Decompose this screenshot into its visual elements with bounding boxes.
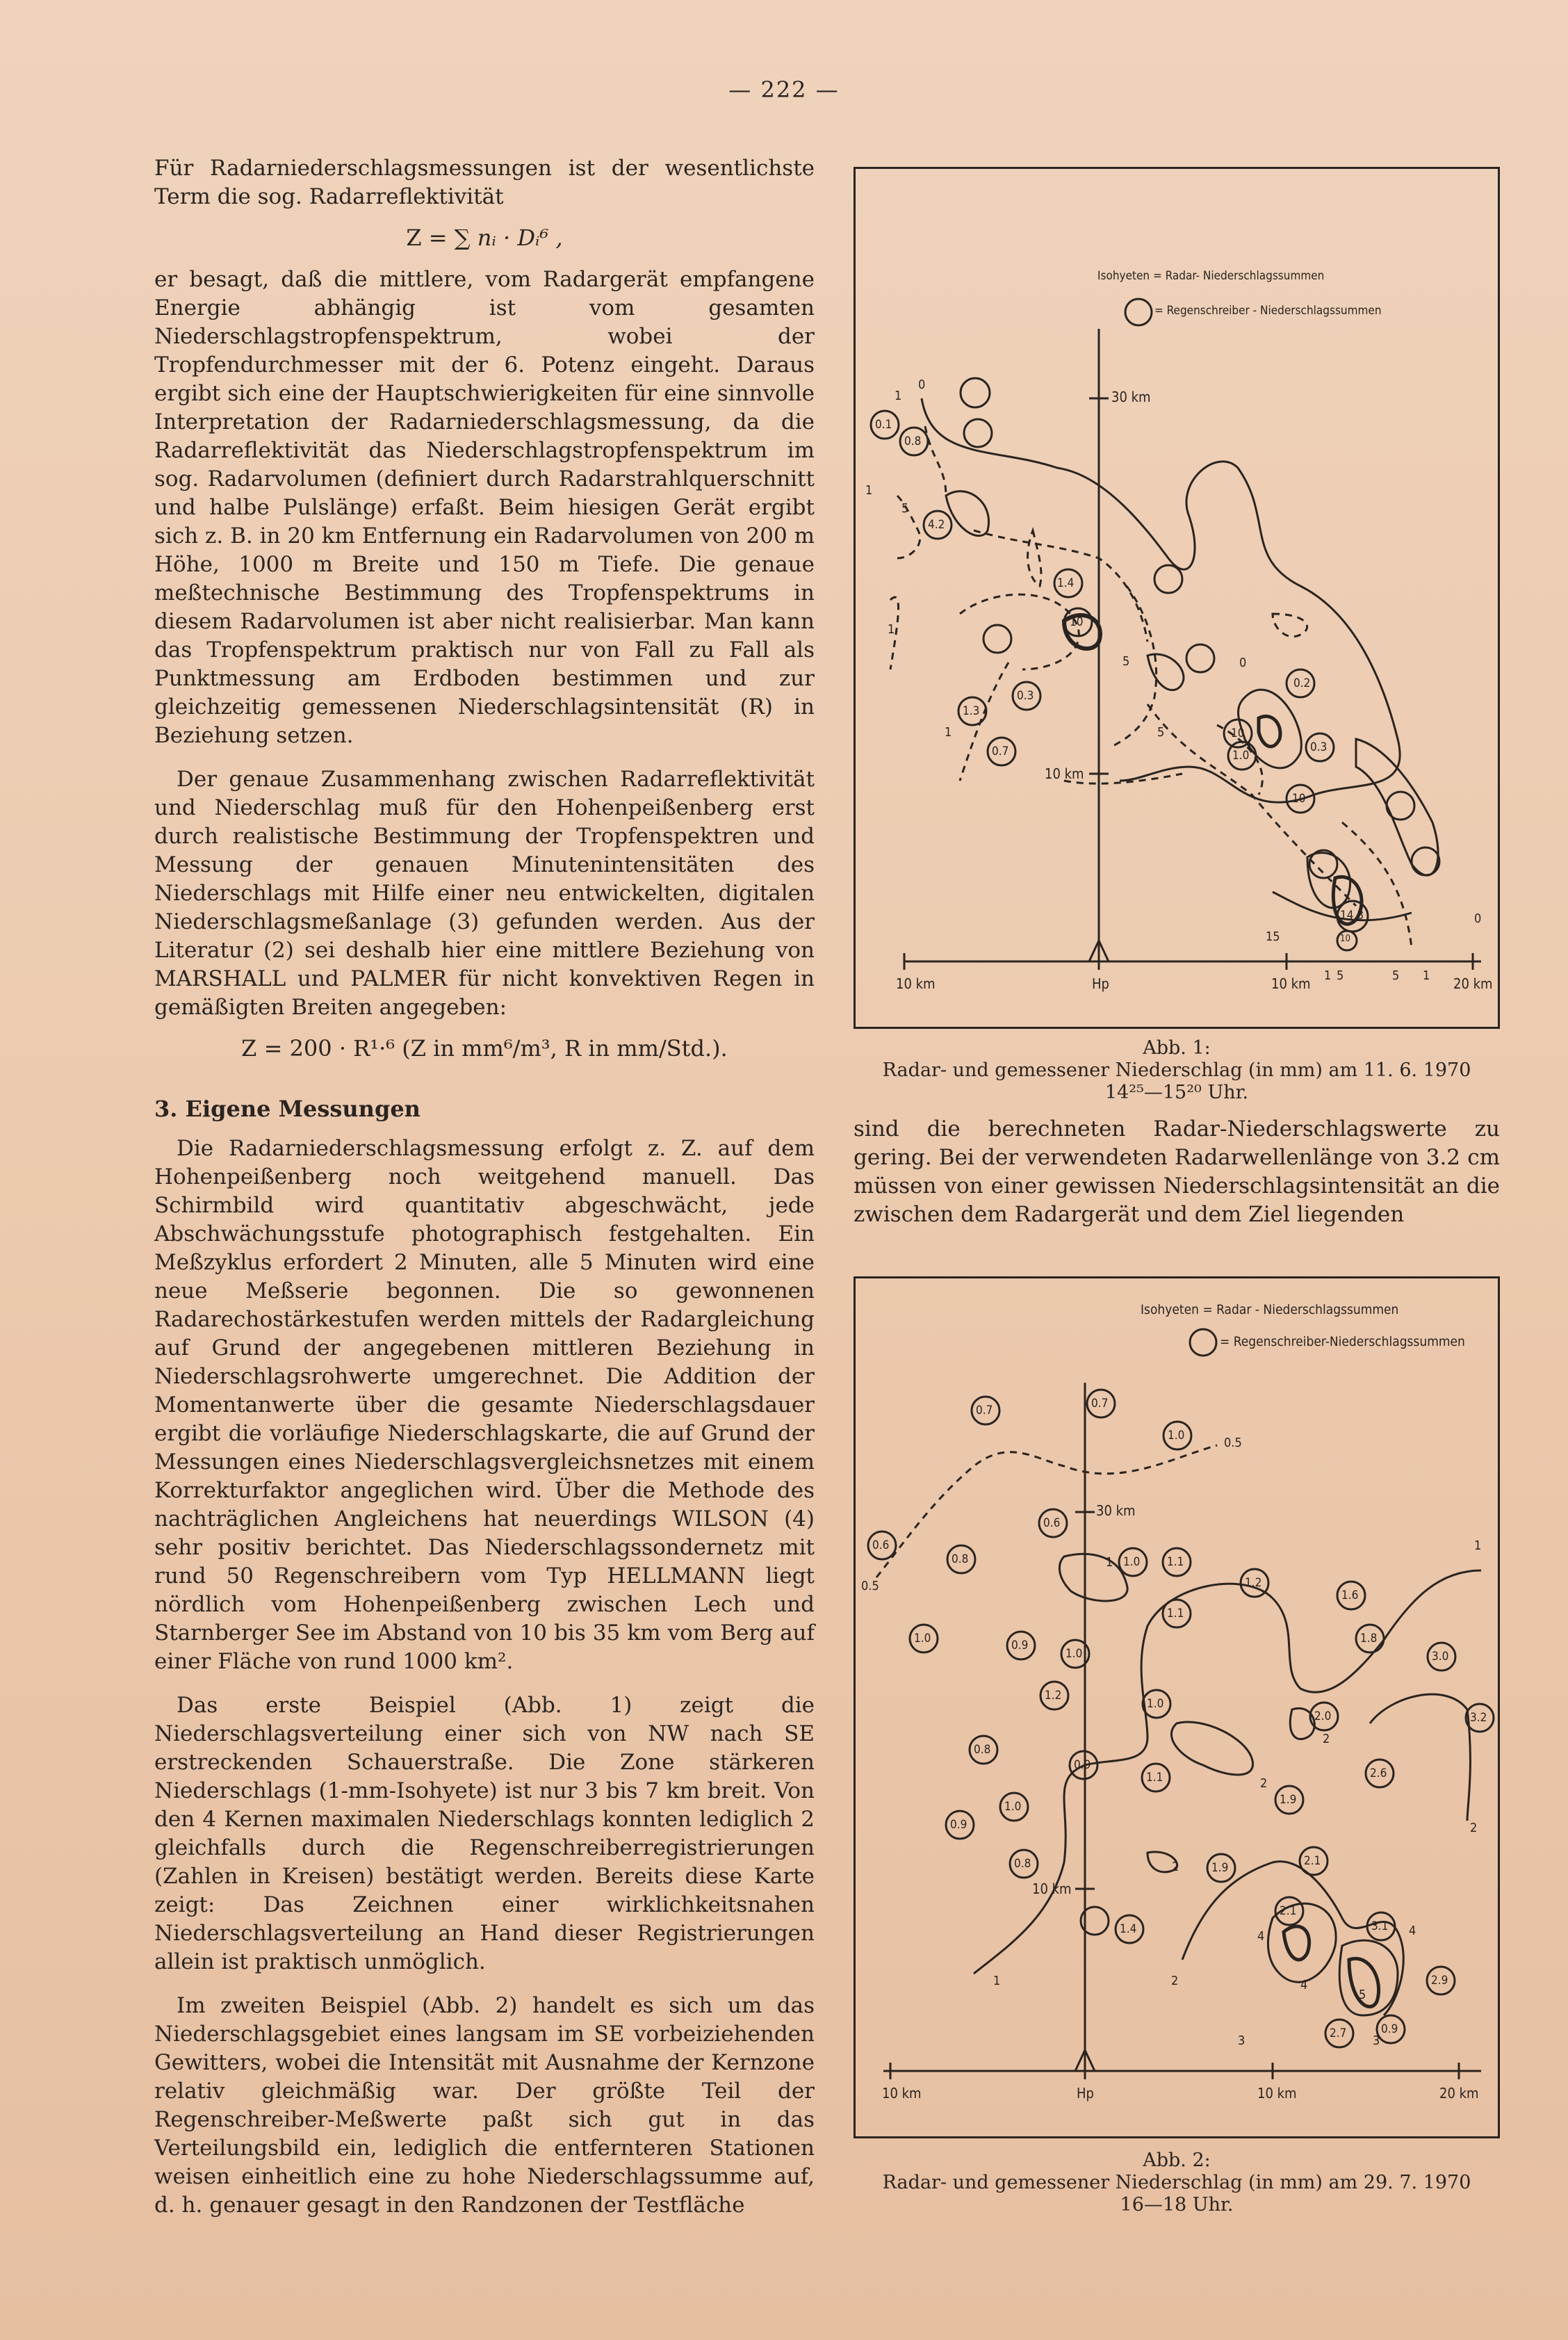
fig1-isohyet-label: 1 bbox=[865, 483, 873, 498]
fig2-isohyet-label: 0.5 bbox=[1224, 1436, 1242, 1450]
fig1-station-value: 10 bbox=[1231, 726, 1245, 740]
fig2-station-value: 1.0 bbox=[1123, 1555, 1141, 1569]
fig1-isohyet-label: 0 bbox=[918, 377, 926, 392]
fig2-station-value: 1.0 bbox=[914, 1632, 931, 1646]
fig2-xlabel-20km: 20 km bbox=[1439, 2085, 1479, 2102]
fig2-xlabel-10km-right: 10 km bbox=[1257, 2085, 1297, 2102]
fig1-legend-circle: = Regenschreiber - Niederschlagssummen bbox=[1154, 304, 1382, 318]
fig1-station-value: 0.8 bbox=[904, 434, 922, 448]
fig2-station-value: 1.1 bbox=[1146, 1771, 1163, 1785]
fig2-station-value: 2.1 bbox=[1280, 1904, 1297, 1918]
fig2-isohyet-label: 3 bbox=[1238, 2033, 1246, 2048]
fig2-axis-30km: 30 km bbox=[1096, 1502, 1136, 1519]
fig2-station-value: 1.1 bbox=[1167, 1607, 1184, 1620]
fig2-isohyet-labels bbox=[856, 1278, 1498, 2136]
fig2-isohyet-label: 1 bbox=[993, 1974, 1001, 1988]
fig2-station-value: 2.7 bbox=[1330, 2026, 1347, 2040]
fig2-station-value: 1.4 bbox=[1120, 1922, 1137, 1936]
fig2-station-value: 0.9 bbox=[1381, 2022, 1398, 2036]
fig2-station-value: 0.9 bbox=[1011, 1639, 1029, 1652]
fig2-isohyet-label: 2 bbox=[1172, 1860, 1179, 1874]
fig1-isohyet-label: 5 bbox=[1392, 968, 1400, 983]
fig2-legend-circle: = Regenschreiber-Niederschlagssummen bbox=[1220, 1334, 1465, 1349]
fig2-station-value: 3.2 bbox=[1470, 1711, 1487, 1725]
fig1-xlabel-10km-left: 10 km bbox=[896, 975, 936, 992]
fig1-station-value: 4.2 bbox=[928, 518, 945, 532]
fig1-isohyet-label: 1 bbox=[895, 389, 902, 403]
fig2-isohyet-label: 1 bbox=[1474, 1538, 1482, 1553]
paragraph-5: Das erste Beispiel (Abb. 1) zeigt die Niederschlagsverteilung einer sich von NW nach SE erstreckenden Schauerstraße. Die Zone stärkeren Niederschlags (1-mm-Isohyete) ist nur 3 bis 7 km breit. Von den 4 Kernen maximalen Niederschlags konnten lediglich 2 gleichfalls durch die Regenschreiberregistrierungen (Zahlen in Kreisen) bestätigt werden. Bereits diese Karte zeigt: Das Zeichnen einer wirklichkeitsnahen Niederschlagsverteilung an Hand dieser Registrierungen allein ist praktisch unmöglich. bbox=[154, 1693, 815, 1974]
fig2-station-value: 1.8 bbox=[1360, 1632, 1378, 1646]
fig1-station-value: 0.3 bbox=[1310, 740, 1328, 754]
figure-2-caption bbox=[854, 2150, 1500, 2216]
fig2-station-value: 0.6 bbox=[1043, 1516, 1061, 1530]
fig2-station-value: 0.9 bbox=[1074, 1758, 1091, 1772]
fig2-station-value: 3.0 bbox=[1432, 1650, 1449, 1664]
fig2-isohyet-label: 5 bbox=[1359, 1988, 1366, 2002]
fig1-station-value: 10 bbox=[1292, 792, 1306, 806]
right-column-text bbox=[854, 1115, 1500, 1229]
formula-rhs: ∑ nᵢ · Dᵢ⁶ , bbox=[454, 225, 563, 251]
fig2-station-value: 1.9 bbox=[1280, 1793, 1297, 1807]
fig2-station-value: 2.0 bbox=[1314, 1709, 1332, 1723]
formula-marshall-palmer: Z = 200 · R¹·⁶ (Z in mm⁶/m³, R in mm/Std.). bbox=[241, 1035, 728, 1062]
fig2-isohyet-label: 4 bbox=[1257, 1929, 1265, 1944]
fig2-isohyet-label: 2 bbox=[1323, 1732, 1330, 1746]
fig2-station-value: 3.1 bbox=[1371, 1919, 1389, 1933]
fig1-xlabel-10km-right: 10 km bbox=[1271, 975, 1311, 992]
fig1-xlabel-20km: 20 km bbox=[1453, 975, 1493, 992]
figure-1 bbox=[854, 167, 1500, 1029]
paragraph-6: Im zweiten Beispiel (Abb. 2) handelt es sich um das Niederschlagsgebiet eines langsam im SE vorbeiziehenden Gewitters, wobei die Intensität mit Ausnahme der Kernzone relativ gleichmäßig war. Der größte Teil der Regenschreiber-Meßwerte paßt sich gut in das Verteilungsbild ein, lediglich die entfernteren Stationen weisen einheitlich eine zu hohe Niederschlagssumme auf, d. h. genauer gesagt in den Randzonen der Testfläche bbox=[154, 1993, 815, 2218]
fig2-station-value: 2.6 bbox=[1370, 1766, 1387, 1780]
paragraph-2: er besagt, daß die mittlere, vom Radargerät empfangene Energie abhängig ist vom gesamten Niederschlagstropfenspektrum, wobei der Tropfendurchmesser mit der 6. Potenz eingeht. Daraus ergibt sich eine der Hauptschwierigkeiten für eine sinnvolle Interpretation der Radarniederschlagsmessung, da die Radarreflektivität das Niederschlagstropfenspektrum im sog. Radarvolumen (definiert durch Radarstrahlquerschnitt und halbe Pulslänge) erfaßt. Beim hiesigen Gerät ergibt sich z. B. in 20 km Entfernung ein Radarvolumen von 200 m Höhe, 1000 m Breite und 150 m Tiefe. Die genaue meßtechnische Bestimmung des Tropfenspektrums in diesem Radarvolumen ist aber nicht realisierbar. Man kann das Tropfenspektrum praktisch nur von Fall zu Fall als Punktmessung am Erdboden bestimmen und zur gleichzeitig gemessenen Niederschlagsintensität (R) in Beziehung setzen. bbox=[154, 267, 815, 748]
fig1-isohyet-label: 1 bbox=[945, 725, 952, 740]
left-column bbox=[154, 154, 815, 2220]
fig2-legend-isohyets: Isohyeten = Radar - Niederschlagssummen bbox=[1141, 1302, 1399, 1317]
fig2-station-value: 1.1 bbox=[1167, 1555, 1184, 1569]
fig1-station-value: 1.0 bbox=[1232, 749, 1250, 763]
fig2-station-value: 1.0 bbox=[1065, 1647, 1083, 1661]
fig1-isohyet-label: 0 bbox=[1474, 911, 1482, 926]
fig1-station-value: 0.3 bbox=[1017, 689, 1034, 703]
fig1-axis-10km: 10 km bbox=[1045, 765, 1084, 782]
fig1-station-value: 10 bbox=[1340, 934, 1350, 944]
fig1-isohyet-label: 15 bbox=[1266, 929, 1280, 944]
fig1-station-value: 10 bbox=[1070, 615, 1084, 629]
fig2-station-value: 1.0 bbox=[1004, 1800, 1022, 1814]
fig1-axis-30km: 30 km bbox=[1111, 389, 1151, 405]
fig1-isohyet-label: 0 bbox=[1239, 656, 1247, 670]
fig2-station-value: 0.9 bbox=[950, 1818, 967, 1832]
fig2-isohyet-label: 1 bbox=[1106, 1555, 1113, 1570]
fig2-isohyet-label: 4 bbox=[1409, 1924, 1416, 1938]
fig2-caption-time: 16—18 Uhr. bbox=[1120, 2194, 1234, 2216]
fig1-isohyet-label: 5 bbox=[1122, 654, 1130, 669]
fig1-isohyet-label: 5 bbox=[1337, 968, 1344, 983]
fig2-caption-text: Radar- und gemessener Niederschlag (in mm) am 29. 7. 1970 bbox=[882, 2172, 1471, 2193]
formula-reflectivity bbox=[154, 217, 815, 259]
fig2-station-value: 0.8 bbox=[952, 1552, 969, 1566]
fig2-station-value: 0.6 bbox=[872, 1538, 890, 1552]
fig2-isohyet-label: 3 bbox=[1373, 2033, 1380, 2048]
fig2-station-value: 0.7 bbox=[1091, 1397, 1109, 1411]
fig1-isohyet-labels bbox=[856, 169, 1498, 1027]
fig2-station-value: 2.9 bbox=[1431, 1974, 1448, 1988]
page-number: — 222 — bbox=[728, 76, 840, 103]
fig1-caption-time: 14²⁵—15²⁰ Uhr. bbox=[1104, 1082, 1249, 1103]
fig2-isohyet-label: 2 bbox=[1171, 1974, 1179, 1988]
figure-2 bbox=[854, 1276, 1500, 2138]
fig1-station-value: 0.2 bbox=[1293, 676, 1311, 690]
fig2-isohyet-label: 0.5 bbox=[861, 1579, 879, 1593]
fig1-station-value: 0.7 bbox=[992, 745, 1009, 758]
fig1-xlabel-hp: Hp bbox=[1092, 975, 1109, 992]
paragraph-1: Für Radarniederschlagsmessungen ist der wesentlichste Term die sog. Radarreflektivität bbox=[154, 156, 815, 209]
fig1-station-value: 14.3 bbox=[1340, 909, 1364, 923]
fig2-caption-title: Abb. 2: bbox=[1143, 2150, 1211, 2171]
paragraph-3: Der genaue Zusammenhang zwischen Radarreflektivität und Niederschlag muß für den Hohenpeißenberg erst durch realistische Bestimmung der Tropfenspektren und Messung der genauen Minutenintensitäten des Niederschlags mit Hilfe einer neu entwickelten, digitalen Niederschlagsmeßanlage (3) gefunden werden. Aus der Literatur (2) sei deshalb hier eine mittlere Beziehung von MARSHALL und PALMER für nicht konvektiven Regen in gemäßigten Breiten angegeben: bbox=[154, 767, 815, 1020]
fig2-station-value: 2.1 bbox=[1304, 1854, 1321, 1868]
fig2-isohyet-label: 2 bbox=[1260, 1776, 1268, 1791]
fig2-station-value: 1.0 bbox=[1147, 1697, 1164, 1711]
fig2-station-value: 0.8 bbox=[974, 1743, 991, 1757]
fig2-station-value: 0.7 bbox=[976, 1404, 993, 1417]
paragraph-7: sind die berechneten Radar-Niederschlagswerte zu gering. Bei der verwendeten Radarwellenlänge von 3.2 cm müssen von einer gewissen Niederschlagsintensität an die zwischen dem Radargerät und dem Ziel liegenden bbox=[854, 1116, 1500, 1227]
fig1-legend-isohyets: Isohyeten = Radar- Niederschlagssummen bbox=[1097, 269, 1325, 283]
fig1-caption-title: Abb. 1: bbox=[1143, 1037, 1211, 1059]
fig1-station-value: 1.4 bbox=[1057, 576, 1075, 590]
fig1-caption-text: Radar- und gemessener Niederschlag (in mm) am 11. 6. 1970 bbox=[882, 1059, 1471, 1081]
fig2-station-value: 1.2 bbox=[1245, 1576, 1262, 1590]
formula-lhs: Z = bbox=[406, 225, 448, 251]
figure-1-caption bbox=[854, 1037, 1500, 1104]
fig1-station-value: 0.1 bbox=[875, 418, 892, 432]
fig2-xlabel-10km-left: 10 km bbox=[882, 2085, 922, 2102]
fig2-station-value: 1.0 bbox=[1168, 1429, 1185, 1443]
fig1-isohyet-label: 1 bbox=[1324, 968, 1332, 983]
fig2-isohyet-label: 2 bbox=[1470, 1821, 1478, 1835]
paragraph-4: Die Radarniederschlagsmessung erfolgt z. Z. auf dem Hohenpeißenberg noch weitgehend manuell. Das Schirmbild wird quantitativ abgeschwächt, jede Abschwächungsstufe photographisch festgehalten. Ein Meßzyklus erfordert 2 Minuten, alle 5 Minuten wird eine neue Meßserie begonnen. Die so gewonnenen Radarechostärkestufen werden mittels der Radargleichung auf Grund der angegebenen mittleren Beziehung in Niederschlagsrohwerte umgerechnet. Die Addition der Momentanwerte über die gesamte Niederschlagsdauer ergibt die vorläufige Niederschlagskarte, die auf Grund der Messungen eines Niederschlagsvergleichsnetzes mit einem Korrekturfaktor angeglichen wird. Über die Methode des nachträglichen Angleichens hat neuerdings WILSON (4) sehr positiv berichtet. Das Niederschlagssondernetz mit rund 50 Regenschreibern vom Typ HELLMANN liegt nördlich vom Hohenpeißenberg zwischen Lech und Starnberger See im Abstand von 10 bis 35 km vom Berg auf einer Fläche von rund 1000 km². bbox=[154, 1136, 815, 1674]
fig1-isohyet-label: 5 bbox=[901, 501, 909, 516]
fig2-station-value: 0.8 bbox=[1014, 1857, 1031, 1871]
fig2-isohyet-label: 4 bbox=[1300, 1978, 1308, 1992]
fig2-station-value: 1.6 bbox=[1341, 1589, 1359, 1602]
fig1-isohyet-label: 5 bbox=[1157, 725, 1165, 740]
fig2-station-value: 1.2 bbox=[1045, 1689, 1062, 1703]
fig1-isohyet-label: 1 bbox=[888, 622, 895, 637]
fig2-xlabel-hp: Hp bbox=[1077, 2085, 1094, 2102]
fig2-axis-10km: 10 km bbox=[1032, 1880, 1072, 1897]
fig1-isohyet-label: 1 bbox=[1423, 968, 1430, 983]
fig1-station-value: 1.3 bbox=[963, 704, 980, 718]
fig2-station-value: 1.9 bbox=[1211, 1861, 1229, 1875]
section-heading: 3. Eigene Messungen bbox=[154, 1096, 420, 1122]
